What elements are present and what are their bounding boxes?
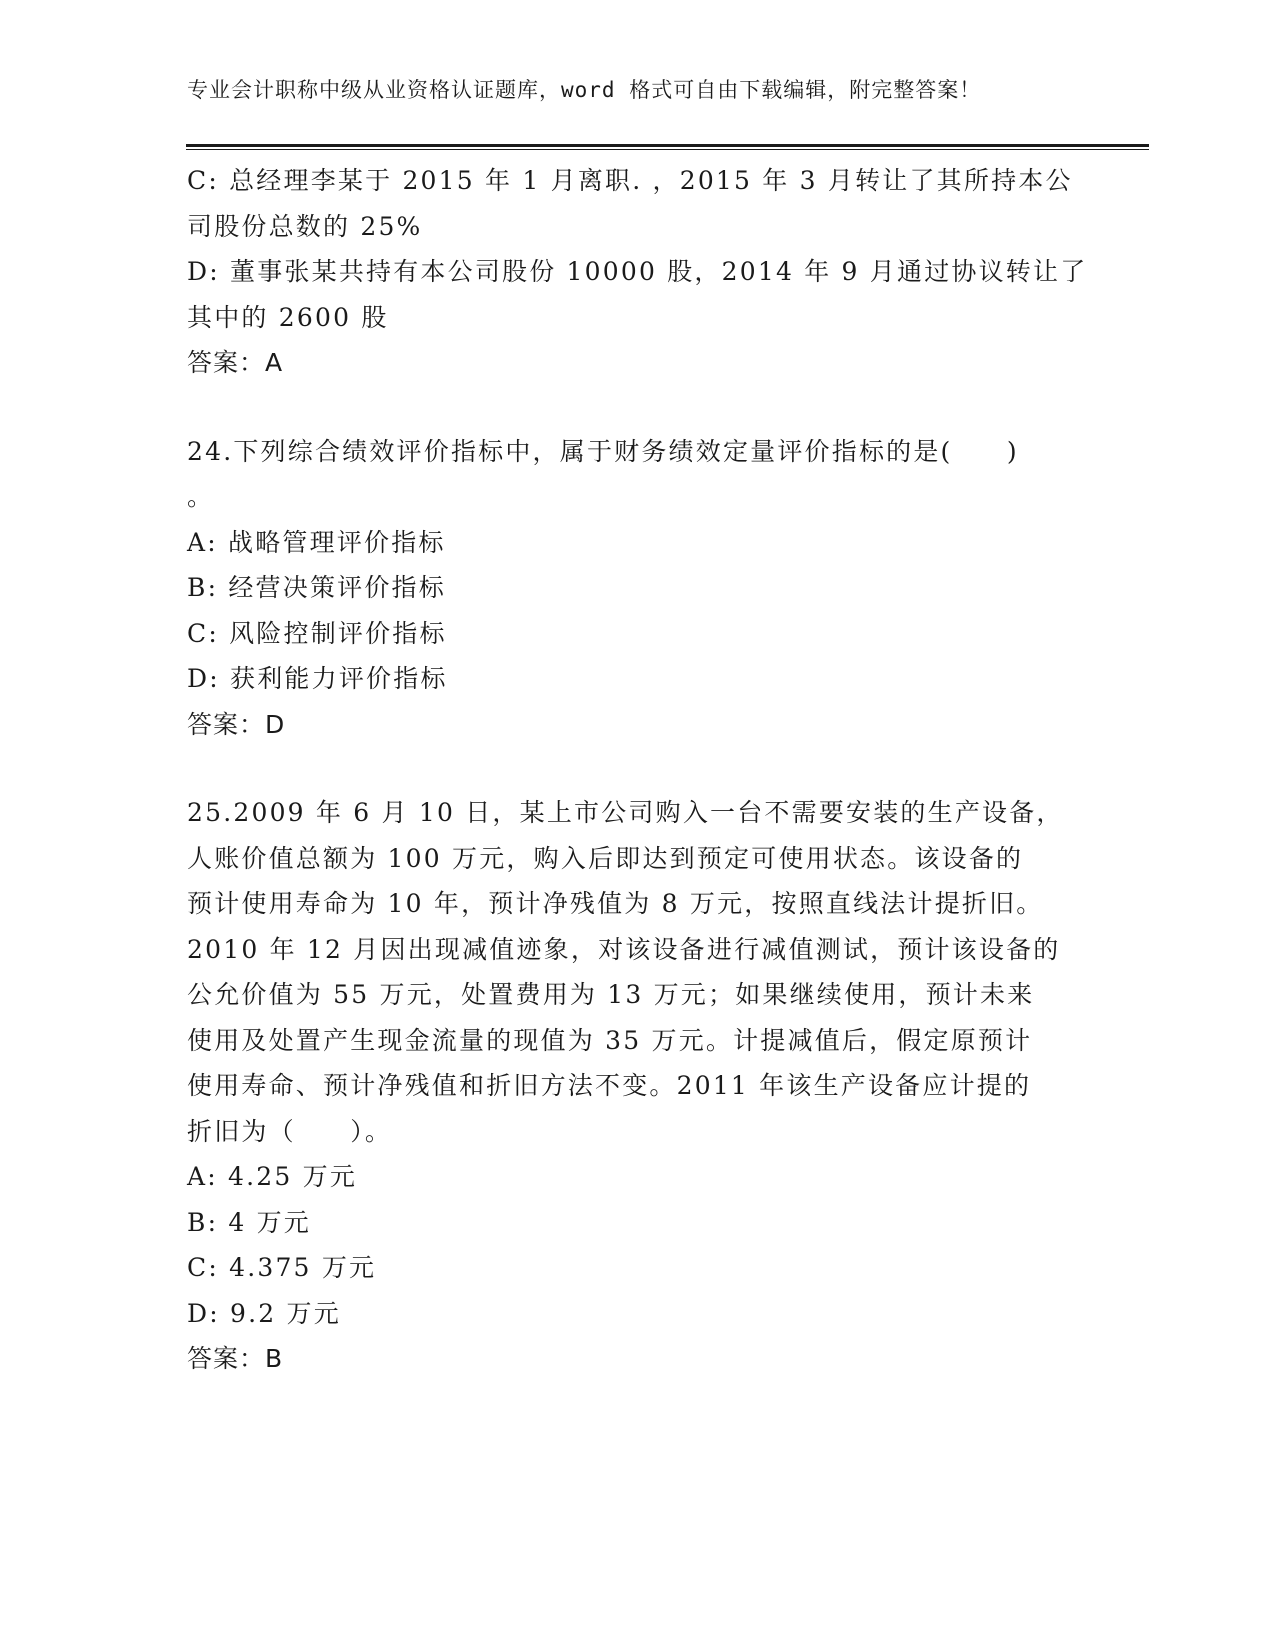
q23-option-c-line1: C: 总经理李某于 2015 年 1 月离职. ，2015 年 3 月转让了其所持本公 [187,166,1073,195]
q25-stem-line3: 预计使用寿命为 10 年，预计净残值为 8 万元，按照直线法计提折旧。 [187,889,1044,918]
question-content [187,158,1087,1382]
q25-stem-line8: 折旧为（ ）。 [187,1116,393,1146]
q25-option-b: B: 4 万元 [187,1207,311,1237]
q23-option-d-line2: 其中的 2600 股 [187,302,389,332]
q24-option-a: A: 战略管理评价指标 [187,527,446,557]
q23-option-c-line2: 司股份总数的 25% [187,211,423,241]
q25-option-a: A: 4.25 万元 [187,1162,358,1191]
q25-stem-line2: 人账价值总额为 100 万元，购入后即达到预定可使用状态。该设备的 [187,843,1024,873]
q24-option-d: D: 获利能力评价指标 [187,664,448,693]
spacer [187,747,1087,790]
q24-stem-line1: 24.下列综合绩效评价指标中，属于财务绩效定量评价指标的是( ) [187,436,1019,466]
q25-stem-line1: 25.2009 年 6 月 10 日，某上市公司购入一台不需要安装的生产设备， [187,798,1064,827]
q23-option-d-line1: D: 董事张某共持有本公司股份 10000 股，2014 年 9 月通过协议转让了 [187,257,1088,286]
q25-stem-line7: 使用寿命、预计净残值和折旧方法不变。2011 年该生产设备应计提的 [187,1071,1032,1100]
q24-option-c: C: 风险控制评价指标 [187,618,447,648]
q25-answer: 答案：B [187,1344,284,1373]
q24-answer: 答案：D [187,709,286,739]
page-header: 专业会计职称中级从业资格认证题库，word 格式可自由下载编辑，附完整答案！ [187,78,982,102]
spacer [187,386,1087,429]
q24-option-b: B: 经营决策评价指标 [187,573,446,602]
q25-stem-line6: 使用及处置产生现金流量的现值为 35 万元。计提减值后，假定原预计 [187,1025,1033,1055]
q24-stem-line2: 。 [187,482,215,511]
header-divider [186,144,1149,150]
q25-stem-line5: 公允价值为 55 万元，处置费用为 13 万元；如果继续使用，预计未来 [187,980,1035,1009]
q25-option-c: C: 4.375 万元 [187,1253,377,1282]
q25-option-d: D: 9.2 万元 [187,1298,341,1328]
q25-stem-line4: 2010 年 12 月因出现减值迹象，对该设备进行减值测试，预计该设备的 [187,934,1061,964]
q23-answer: 答案：A [187,348,284,377]
